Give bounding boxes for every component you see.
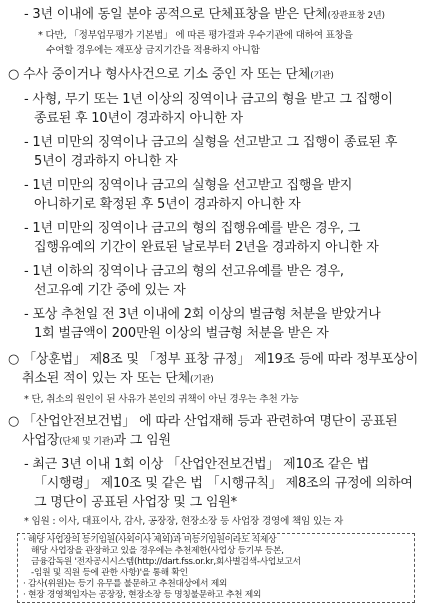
box-line: 금융감독원 '전자공시시스템(http://dart.fss.or.kr,회사별검색-사업보고서 bbox=[31, 557, 301, 567]
section-heading-paren: (기관) bbox=[310, 71, 334, 81]
box-line: · 현장 경영책임자는 공장장, 현장소장 등 명칭불문하고 추천 제외 bbox=[23, 590, 262, 600]
note-line: * 단, 취소의 원인이 된 사유가 본인의 귀책이 아닌 경우는 추천 가능 bbox=[24, 394, 299, 405]
section-heading-cont bbox=[22, 370, 214, 389]
list-item: - 사형, 무기 또는 1년 이상의 징역이나 금고의 형을 받고 그 집행이 bbox=[24, 92, 393, 107]
list-item: - 1년 미만의 징역이나 금고의 형의 집행유예를 받은 경우, 그 bbox=[24, 221, 361, 236]
list-item-cont: 그 명단이 공표된 사업장 및 그 임원* bbox=[34, 495, 237, 510]
list-item: - 1년 미만의 징역이나 금고의 실형을 선고받고 집행을 받지 bbox=[24, 178, 353, 193]
list-item-cont: 집행유예의 기간이 완료된 날로부터 2년을 경과하지 아니한 자 bbox=[34, 240, 379, 255]
list-item-cont: 「시행령」 제10조 및 같은 법 「시행규칙」 제8조의 규정에 의하여 bbox=[34, 476, 413, 491]
section-heading: ○ 「상훈법」 제8조 및 「정부 표창 규정」 제19조 등에 따라 정부포상이 bbox=[8, 352, 419, 367]
section-heading-paren: (단체 및 기관) bbox=[59, 437, 114, 447]
section-heading-paren: (기관) bbox=[189, 375, 214, 385]
list-item-cont: 아니하기로 확정된 후 5년이 경과하지 아니한 자 bbox=[34, 197, 301, 212]
note-line: * 다만, 「정부업무평가 기본법」 에 따른 평가결과 우수기관에 대하여 표창을 bbox=[38, 30, 353, 41]
list-item: - 1년 이하의 징역이나 금고의 형의 선고유예를 받은 경우, bbox=[24, 264, 344, 279]
note-line: 수여할 경우에는 재포상 금지기간을 적용하지 아니함 bbox=[46, 45, 260, 56]
section-heading-text: 사업장 bbox=[22, 433, 60, 448]
list-item: - 최근 3년 이내 1회 이상 「산업안전보건법」 제10조 같은 법 bbox=[24, 457, 369, 472]
list-item-cont: 1회 벌금액이 200만원 이상의 벌금형 처분을 받은 자 bbox=[34, 326, 329, 341]
item-text: - 3년 이내에 동일 분야 공적으로 단체표창을 받은 단체 bbox=[24, 7, 328, 22]
list-item: - 1년 미만의 징역이나 금고의 실형을 선고받고 그 집행이 종료된 후 bbox=[24, 135, 398, 150]
item-paren: (장관표창 2년) bbox=[327, 11, 385, 21]
section-heading-text: 취소된 적이 있는 자 또는 단체 bbox=[22, 371, 190, 386]
box-line: -임원 및 직원 등에 관한 사항)'을 통해 확인 bbox=[31, 568, 188, 578]
section-heading: ○ 「산업안전보건법」 에 따라 산업재해 등과 관련하여 명단이 공표된 bbox=[8, 414, 398, 429]
section-heading-cont bbox=[22, 432, 171, 451]
list-item-cont: 종료된 후 10년이 경과하지 아니한 자 bbox=[34, 111, 243, 126]
section-heading-text: ○ 수사 중이거나 형사사건으로 기소 중인 자 또는 단체 bbox=[8, 67, 311, 82]
section-heading-text: 과 그 임원 bbox=[113, 433, 171, 448]
section-heading bbox=[8, 66, 334, 85]
item-group-award-3yr bbox=[24, 6, 385, 25]
list-item: - 포상 추천일 전 3년 이내에 2회 이상의 벌금형 처분을 받았거나 bbox=[24, 307, 381, 322]
note-line: * 임원 : 이사, 대표이사, 감사, 공장장, 현장소장 등 사업장 경영에 책임 있는 자 bbox=[24, 516, 344, 527]
box-line: · 감사(위원)는 등기 유무를 불문하고 추천대상에서 제외 bbox=[23, 579, 228, 589]
box-line: · 해당 사업장의 등기임원(사외이사 제외)과 미등기임원이라도 직제상 bbox=[23, 535, 277, 545]
list-item-cont: 선고유예 기간 중에 있는 자 bbox=[34, 283, 186, 298]
list-item-cont: 5년이 경과하지 아니한 자 bbox=[34, 154, 178, 169]
box-line: 해당 사업장을 관장하고 있을 경우에는 추천제한(사업상 등기부 등본, bbox=[31, 546, 284, 556]
